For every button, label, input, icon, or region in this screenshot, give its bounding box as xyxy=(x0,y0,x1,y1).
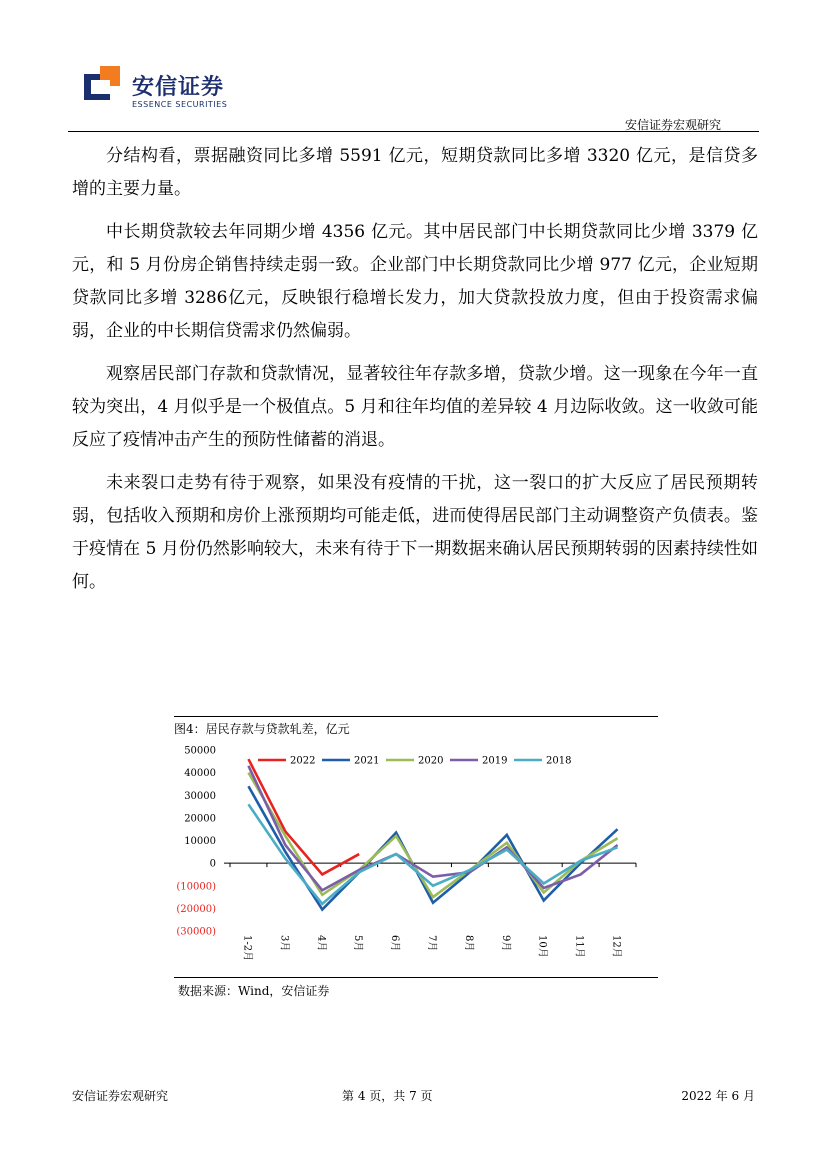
logo-mark-icon xyxy=(84,66,124,104)
x-tick-label: 9月 xyxy=(499,935,511,952)
footer-page-number: 第 4 页，共 7 页 xyxy=(342,1089,433,1103)
x-tick-label: 1-2月 xyxy=(241,935,253,962)
x-tick-label: 12月 xyxy=(610,935,622,958)
figure-bottom-rule xyxy=(174,977,658,978)
y-tick-label: 40000 xyxy=(184,768,216,780)
footer-date: 2022 年 6 月 xyxy=(681,1089,755,1103)
x-tick-label: 3月 xyxy=(278,935,290,952)
figure-top-rule xyxy=(174,716,658,717)
x-tick-label: 10月 xyxy=(536,935,548,958)
figure xyxy=(174,716,658,737)
x-tick-label: 4月 xyxy=(315,935,327,952)
legend-label-2022: 2022 xyxy=(290,755,316,767)
y-tick-label: 20000 xyxy=(184,813,216,825)
x-tick-label: 6月 xyxy=(389,935,401,952)
figure-source: 数据来源：Wind，安信证券 xyxy=(178,984,330,998)
x-tick-label: 11月 xyxy=(573,935,585,958)
header-label: 安信证券宏观研究 xyxy=(624,118,721,132)
body-text xyxy=(72,140,758,609)
company-logo xyxy=(84,66,244,112)
y-tick-label: 0 xyxy=(209,858,216,870)
series-line-2021 xyxy=(248,786,617,909)
x-tick-label: 8月 xyxy=(462,935,474,952)
logo-name-en: ESSENCE SECURITIES xyxy=(132,100,228,109)
paragraph-2: 中长期贷款较去年同期少增 4356 亿元。其中居民部门中长期贷款同比少增 3379 亿元，和 5 月份房企销售持续走弱一致。企业部门中长期贷款同比少增 977 亿元，企业短期贷款同比多增 3286亿元，反映银行稳增长发力，加大贷款投放力度，但由于投资需求偏弱，企业的中长期信贷需求仍然偏弱。 xyxy=(72,222,758,341)
logo-name-cn: 安信证券 xyxy=(132,75,225,100)
y-tick-label: (10000) xyxy=(176,881,216,893)
line-chart xyxy=(174,738,658,974)
legend-label-2020: 2020 xyxy=(418,755,444,767)
x-tick-label: 7月 xyxy=(426,935,437,952)
paragraph-1: 分结构看，票据融资同比多增 5591 亿元，短期贷款同比多增 3320 亿元，是信贷多增的主要力量。 xyxy=(72,146,758,199)
x-tick-label: 5月 xyxy=(352,935,364,952)
header-divider xyxy=(68,131,759,132)
y-tick-label: (30000) xyxy=(176,926,216,938)
y-tick-label: 30000 xyxy=(184,790,216,802)
y-tick-label: 10000 xyxy=(184,836,216,847)
paragraph-3: 观察居民部门存款和贷款情况，显著较往年存款多增，贷款少增。这一现象在今年一直较为突出，4 月似乎是一个极值点。5 月和往年均值的差异较 4 月边际收敛。这一收敛可能反应了疫情冲击产生的预防性储蓄的消退。 xyxy=(72,364,758,450)
legend-label-2019: 2019 xyxy=(482,755,508,767)
figure-caption: 图4：居民存款与贷款轧差，亿元 xyxy=(174,722,350,736)
paragraph-4: 未来裂口走势有待于观察，如果没有疫情的干扰，这一裂口的扩大反应了居民预期转弱，包括收入预期和房价上涨预期均可能走低，进而使得居民部门主动调整资产负债表。鉴于疫情在 5 月份仍然影响较大，未来有待于下一期数据来确认居民预期转弱的因素持续性如何。 xyxy=(72,473,758,592)
footer-left: 安信证券宏观研究 xyxy=(72,1089,169,1103)
legend-label-2018: 2018 xyxy=(546,755,572,767)
legend-label-2021: 2021 xyxy=(354,755,380,767)
y-tick-label: 50000 xyxy=(184,745,216,757)
y-tick-label: (20000) xyxy=(176,903,216,915)
